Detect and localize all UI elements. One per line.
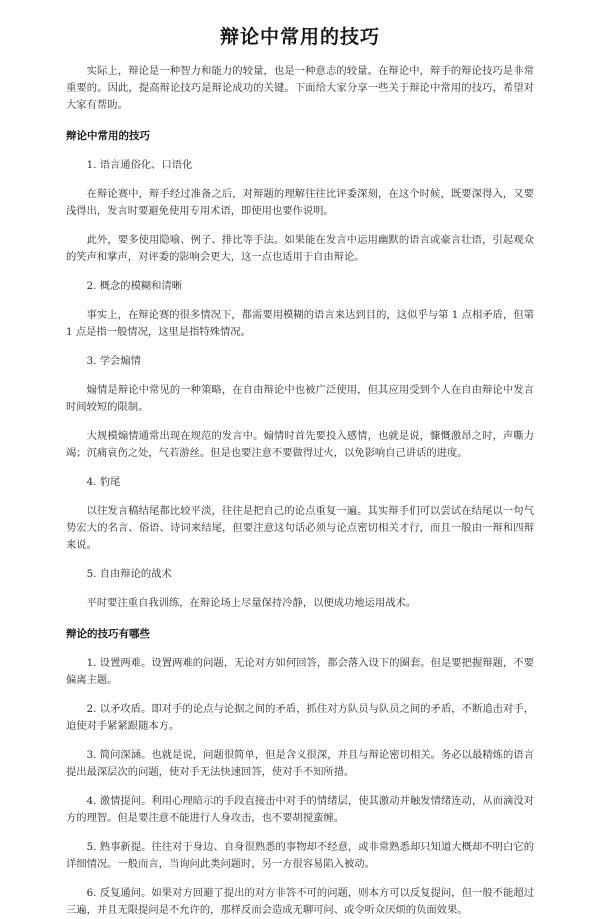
paragraph: 事实上，在辩论赛的很多情况下，都需要用模糊的语言来达到目的，这似乎与第 1 点相矛盾，但第 1 点是指一般情况，这里是指特殊情况。 [66, 309, 534, 338]
document-title: 辩论中常用的技巧 [219, 26, 380, 48]
subtitle-1: 1. 语言通俗化、口语化 [86, 159, 193, 171]
section-heading-what-techniques: 辩论的技巧有哪些 [66, 628, 150, 640]
list-paragraph: 3. 简问深涵。也就是说，问题很简单，但是含义很深，并且与辩论密切相关。务必以最精炼的语言提出最深层次的问题，使对手无法快速回答，使对手不知所措。 [66, 749, 534, 778]
subtitle-3: 3. 学会煽情 [86, 355, 141, 367]
list-paragraph: 1. 设置两难。设置两难的问题，无论对方如何回答，都会落入设下的圈套。但是要把握辩题，不要偏离主题。 [66, 657, 534, 686]
section-heading-techniques: 辩论中常用的技巧 [66, 130, 150, 142]
paragraph: 煽情是辩论中常见的一种策略，在自由辩论中也被广泛使用，但其应用受到个人在自由辩论中发言时间较短的限制。 [66, 384, 534, 413]
subtitle-4: 4. 豹尾 [86, 476, 121, 488]
paragraph: 大规模煽情通常出现在规范的发言中。煽情时首先要投入感情，也就是说，慷慨激昂之时，声嘶力竭；沉痛哀伤之处，气若游丝。但是也要注意不要做得过火，以免影响自己讲话的进度。 [66, 430, 534, 459]
list-paragraph: 4. 激情提问。利用心理暗示的手段直接击中对手的情绪层，使其激动并触发情绪连动，从而滴没对方的理智。但是要注意不能进行人身攻击，也不要胡搅蛮缠。 [66, 795, 534, 824]
subtitle-5: 5. 自由辩论的战术 [86, 568, 172, 580]
list-paragraph: 5. 熟事新提。往往对于身边、自身很熟悉的事物却不经意，或非常熟悉却只知道大概却不明白它的详细情况。一般而言，当询问此类问题时，另一方很容易陷入被动。 [66, 841, 534, 870]
paragraph: 此外，要多使用隐喻、例子、排比等手法。如果能在发言中运用幽默的语言或豪言壮语，引起观众的笑声和掌声，对评委的影响会更大，这一点也适用于自由辩论。 [66, 234, 534, 263]
paragraph: 在辩论赛中，辩手经过准备之后，对辩题的理解往往比评委深刻，在这个时候，既要深得入，又要浅得出，发言时要避免使用专用术语，即使用也要作说明。 [66, 188, 534, 217]
paragraph: 平时要注重自我训练，在辩论场上尽量保持冷静，以便成功地运用战术。 [86, 597, 417, 609]
intro-paragraph: 实际上，辩论是一种智力和能力的较量，也是一种意志的较量。在辩论中，辩手的辩论技巧是非常重要的。因此，提高辩论技巧是辩论成功的关键。下面给大家分享一些关于辩论中常用的技巧，希望对大家有帮助。 [66, 65, 534, 111]
list-paragraph: 6. 反复通问。如果对方回避了提出的对方非答不可的问题，则本方可以反复提问，但一般不能超过三遍，并且无限提问是不允许的，那样反而会造成无聊可问、或令听众厌烦的负面效果。 [66, 887, 534, 916]
subtitle-2: 2. 概念的模糊和清晰 [86, 280, 183, 292]
list-paragraph: 2. 以矛攻盾。即对手的论点与论据之间的矛盾，抓住对方队员与队员之间的矛盾，不断追击对手，迫使对手紧紧跟随本方。 [66, 703, 534, 732]
paragraph: 以往发言稿结尾都比较平淡，往往是把自己的论点重复一遍。其实辩手们可以尝试在结尾以一句气势宏大的名言、俗语、诗词来结尾，但要注意这句话必须与论点密切相关才行，而且一般由一辩和四辩来说。 [66, 505, 534, 551]
